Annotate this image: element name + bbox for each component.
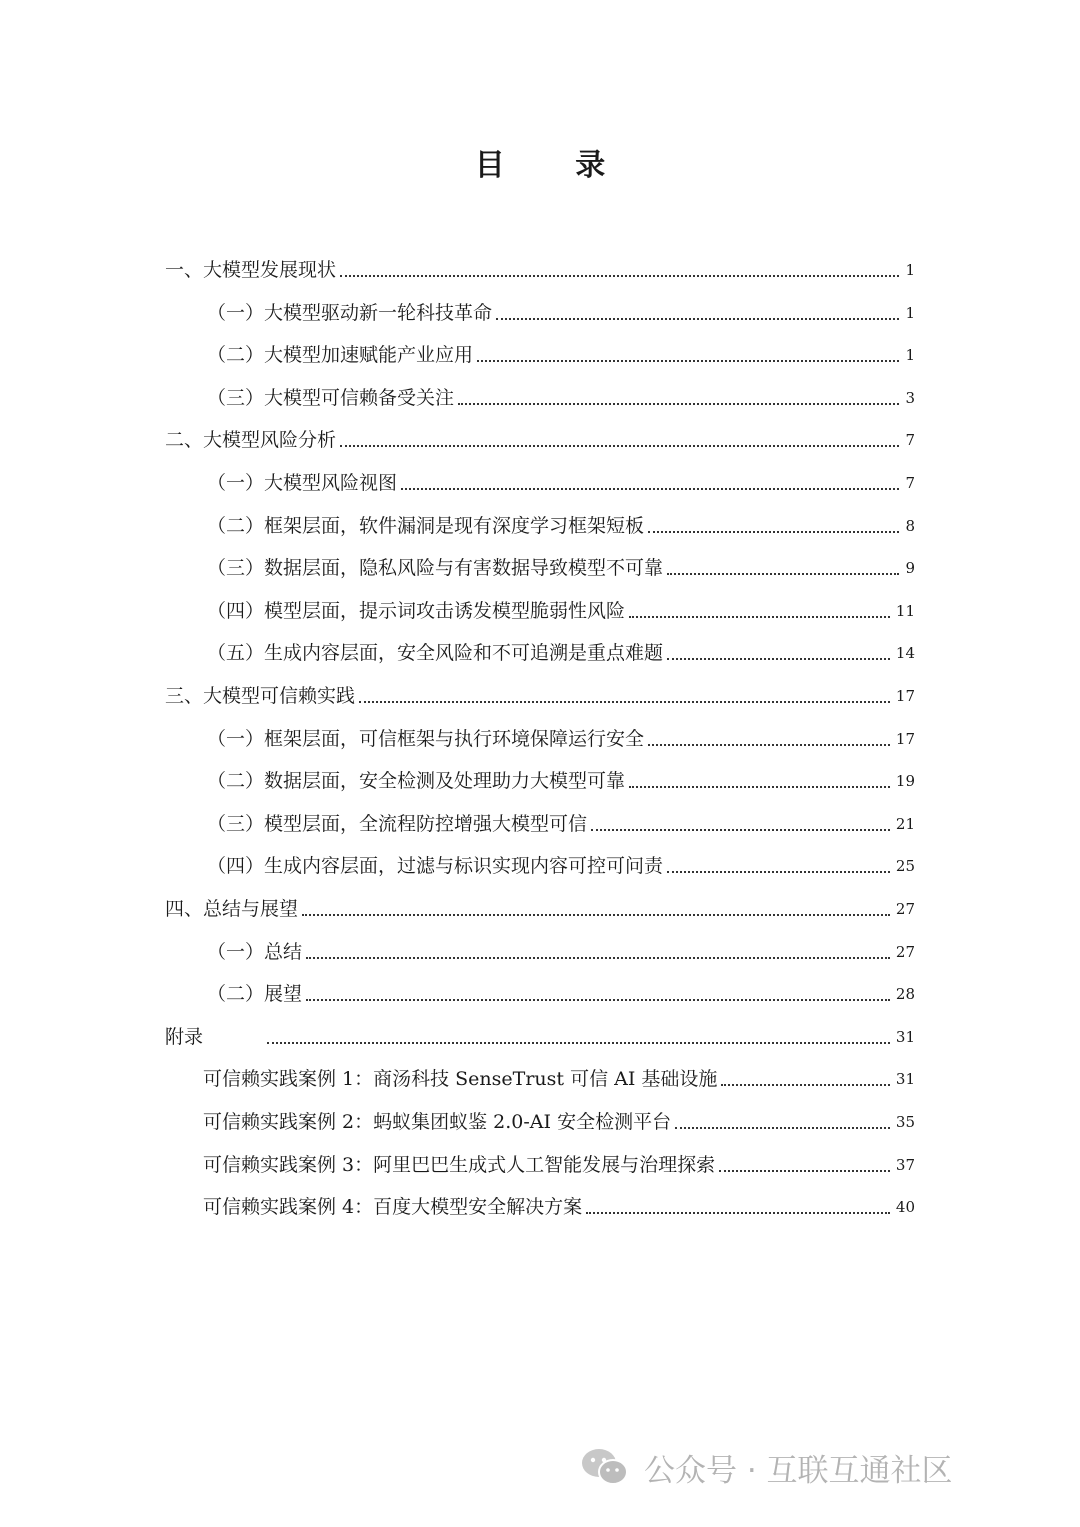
toc-entry-page: 1 bbox=[905, 303, 915, 322]
toc-leader-dots bbox=[629, 786, 890, 788]
toc-leader-dots bbox=[306, 999, 890, 1001]
toc-leader-dots bbox=[359, 701, 890, 703]
toc-entry-label: 一、大模型发展现状 bbox=[165, 259, 337, 281]
toc-entry bbox=[165, 678, 915, 708]
toc-entry bbox=[165, 1019, 915, 1049]
toc-entry-label: （二）框架层面，软件漏洞是现有深度学习框架短板 bbox=[207, 514, 645, 537]
toc-entry-page: 31 bbox=[895, 1070, 915, 1089]
toc-leader-dots bbox=[719, 1170, 890, 1172]
toc-entry-label: （一）框架层面，可信框架与执行环境保障运行安全 bbox=[207, 727, 645, 750]
toc-entry bbox=[207, 593, 915, 623]
toc-entry bbox=[207, 976, 915, 1006]
toc-entry-label: （五）生成内容层面，安全风险和不可追溯是重点难题 bbox=[207, 642, 664, 665]
toc-leader-dots bbox=[648, 744, 890, 746]
toc-leader-dots bbox=[306, 957, 890, 959]
toc-leader-dots bbox=[340, 275, 899, 277]
toc-entry-label: 可信赖实践案例 1：商汤科技 SenseTrust 可信 AI 基础设施 bbox=[203, 1068, 718, 1091]
toc-leader-dots bbox=[496, 318, 899, 320]
toc-entry-page: 25 bbox=[895, 857, 915, 876]
toc-entry-label: 可信赖实践案例 2：蚂蚁集团蚁鉴 2.0-AI 安全检测平台 bbox=[203, 1111, 672, 1133]
toc-entry-page: 27 bbox=[895, 942, 915, 961]
toc-leader-dots bbox=[648, 531, 899, 533]
toc-leader-dots bbox=[586, 1212, 890, 1214]
toc-leader-dots bbox=[477, 360, 899, 362]
toc-entry-page: 31 bbox=[895, 1027, 915, 1046]
toc-entry-label: （一）总结 bbox=[207, 940, 303, 963]
toc-entry-label: 二、大模型风险分析 bbox=[165, 429, 337, 452]
toc-entry-page: 1 bbox=[905, 346, 915, 365]
toc-entry-label: 可信赖实践案例 4：百度大模型安全解决方案 bbox=[203, 1196, 583, 1219]
toc-entry-page: 40 bbox=[895, 1198, 915, 1217]
toc-entry bbox=[207, 550, 915, 580]
toc-entry bbox=[207, 806, 915, 836]
toc-entry-page: 28 bbox=[895, 985, 915, 1004]
toc-entry-page: 21 bbox=[895, 814, 915, 833]
toc-entry-page: 7 bbox=[905, 431, 915, 450]
toc-entry-page: 9 bbox=[905, 559, 915, 578]
toc-leader-dots bbox=[667, 871, 890, 873]
toc-entry-page: 11 bbox=[895, 601, 915, 620]
toc-entry bbox=[207, 635, 915, 665]
toc-leader-dots bbox=[401, 488, 899, 490]
toc-entry-page: 14 bbox=[895, 644, 915, 663]
toc-entry-label: （四）生成内容层面，过滤与标识实现内容可控可问责 bbox=[207, 855, 664, 878]
toc-leader-dots bbox=[302, 914, 890, 916]
toc-leader-dots bbox=[340, 445, 899, 447]
toc-entry-page: 17 bbox=[895, 687, 915, 705]
watermark bbox=[580, 1445, 953, 1489]
toc-entry-page: 27 bbox=[895, 900, 915, 918]
wechat-icon bbox=[580, 1447, 630, 1487]
toc-entry-label: （一）大模型风险视图 bbox=[207, 472, 398, 494]
toc-entry bbox=[165, 422, 915, 452]
toc-entry bbox=[207, 848, 915, 878]
toc-entry bbox=[207, 508, 915, 538]
toc-entry bbox=[207, 465, 915, 495]
toc-entry-label: （三）大模型可信赖备受关注 bbox=[207, 386, 455, 409]
toc-entry-label: 三、大模型可信赖实践 bbox=[165, 685, 356, 707]
toc-leader-dots bbox=[675, 1127, 890, 1129]
toc-leader-dots bbox=[591, 829, 890, 831]
toc-entry bbox=[165, 252, 915, 282]
toc-entry-page: 17 bbox=[895, 729, 915, 748]
toc-entry bbox=[207, 934, 915, 964]
toc-entry-label: （一）大模型驱动新一轮科技革命 bbox=[207, 301, 493, 324]
toc-entry bbox=[203, 1104, 915, 1134]
toc-entry-page: 19 bbox=[895, 772, 915, 791]
toc-entry bbox=[165, 891, 915, 921]
toc-entry-label: （三）模型层面，全流程防控增强大模型可信 bbox=[207, 812, 588, 835]
toc-entry-page: 3 bbox=[905, 388, 915, 407]
toc-leader-dots bbox=[667, 573, 899, 575]
toc-entry bbox=[203, 1189, 915, 1219]
toc-entry-page: 35 bbox=[895, 1113, 915, 1131]
toc-entry bbox=[207, 295, 915, 325]
toc-leader-dots bbox=[721, 1084, 890, 1086]
toc-entry bbox=[207, 337, 915, 367]
toc-entry-page: 37 bbox=[895, 1155, 915, 1174]
toc-entry-label: （三）数据层面，隐私风险与有害数据导致模型不可靠 bbox=[207, 557, 664, 580]
toc-entry-page: 1 bbox=[905, 261, 915, 279]
toc-entry-label: （二）大模型加速赋能产业应用 bbox=[207, 344, 474, 367]
toc-entry-label: （二）数据层面，安全检测及处理助力大模型可靠 bbox=[207, 770, 626, 793]
toc-leader-dots bbox=[629, 616, 890, 618]
toc-leader-dots bbox=[667, 658, 890, 660]
watermark-text: 公众号 · 互联互通社区 bbox=[644, 1452, 953, 1489]
toc-entry-page: 7 bbox=[905, 474, 915, 492]
page-title: 目 录 bbox=[474, 148, 636, 183]
toc-entry-label: 可信赖实践案例 3：阿里巴巴生成式人工智能发展与治理探索 bbox=[203, 1153, 716, 1176]
toc-entry bbox=[207, 721, 915, 751]
toc-entry bbox=[203, 1061, 915, 1091]
toc-entry-label: （二）展望 bbox=[207, 983, 303, 1006]
toc-entry-label: （四）模型层面，提示词攻击诱发模型脆弱性风险 bbox=[207, 599, 626, 622]
toc-entry bbox=[207, 763, 915, 793]
toc-entry-label: 附录 bbox=[165, 1025, 204, 1048]
toc-leader-dots bbox=[267, 1042, 890, 1044]
toc-entry-page: 8 bbox=[905, 516, 915, 535]
toc-leader-dots bbox=[458, 403, 899, 405]
toc-entry bbox=[207, 380, 915, 410]
toc-entry-label: 四、总结与展望 bbox=[165, 898, 299, 920]
toc-entry bbox=[203, 1147, 915, 1177]
